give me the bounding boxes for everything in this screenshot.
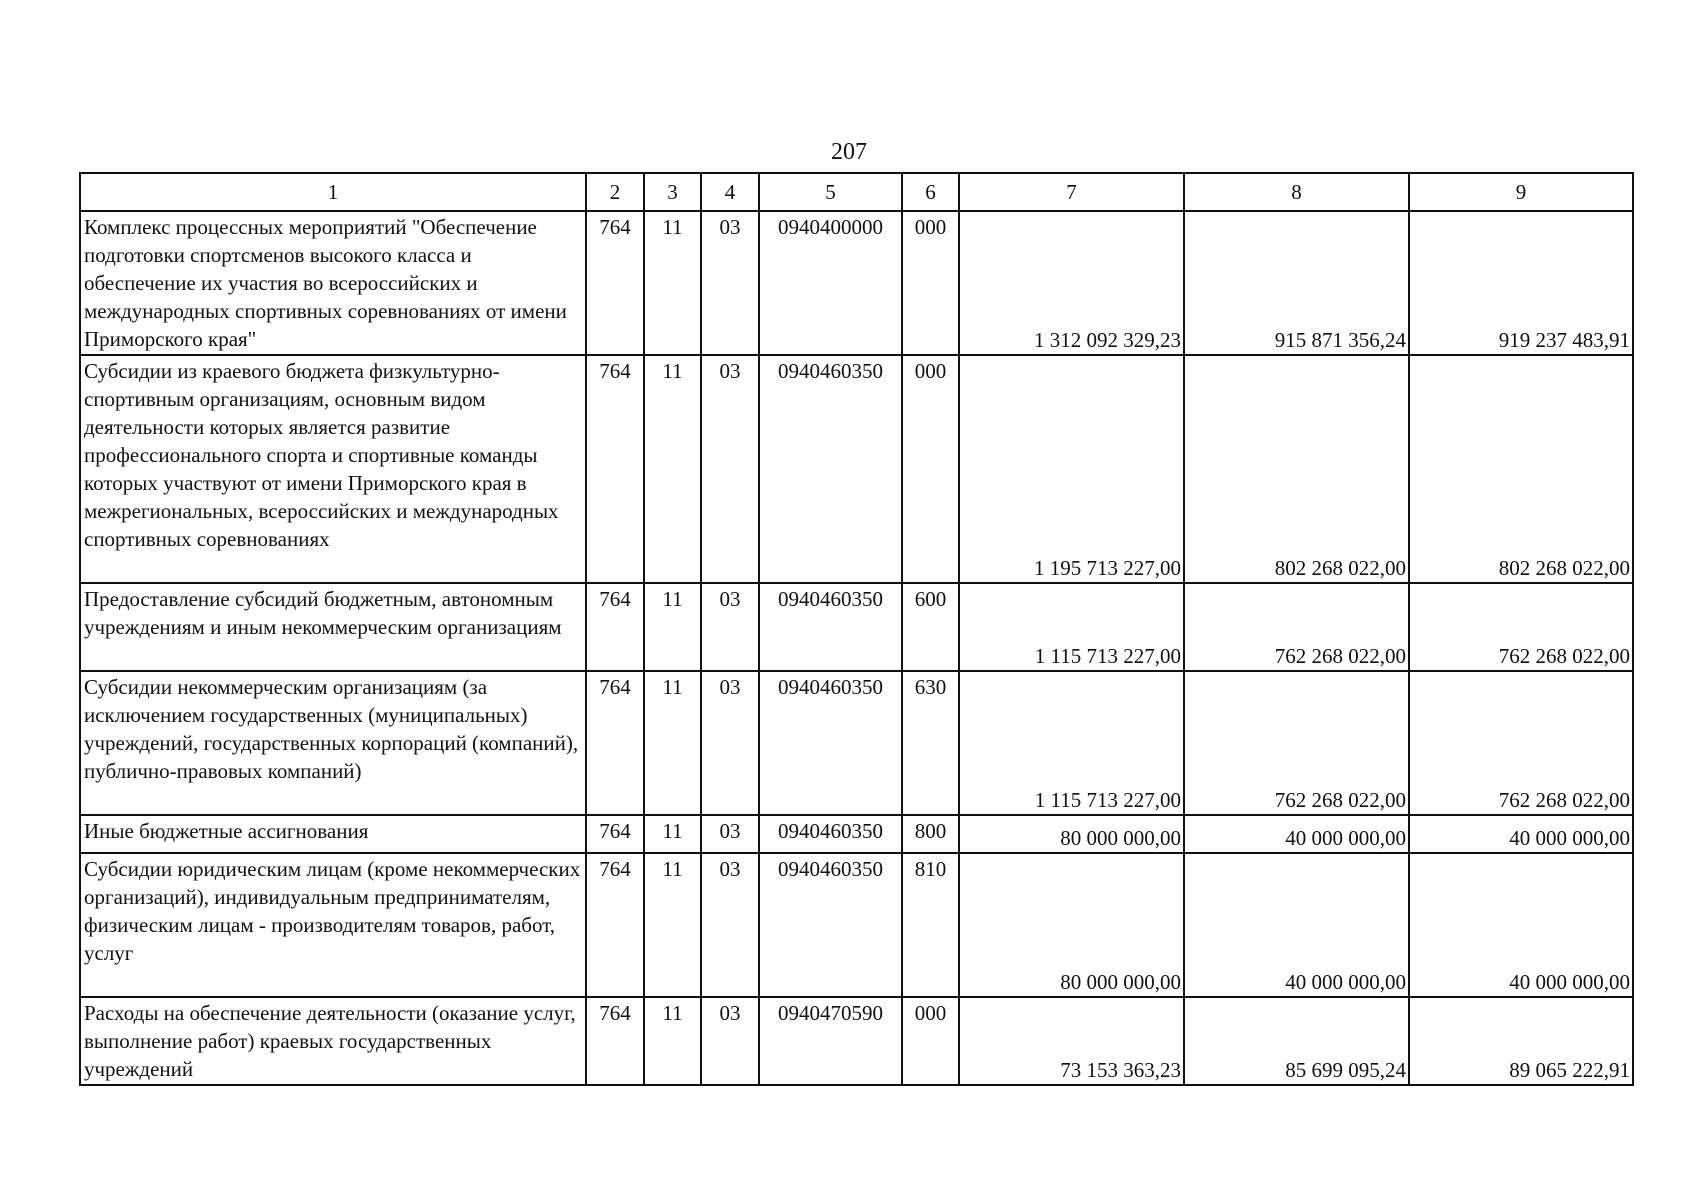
target-article-code: 0940460350 xyxy=(759,815,902,853)
item-name: Предоставление субсидий бюджетным, автономным учреждениям и иным некоммерческим организациям xyxy=(80,583,586,671)
ministry-code: 764 xyxy=(586,853,644,997)
section-code: 11 xyxy=(644,211,701,355)
ministry-code: 764 xyxy=(586,671,644,815)
amount-col-9: 762 268 022,00 xyxy=(1409,583,1633,671)
target-article-code: 0940400000 xyxy=(759,211,902,355)
amount-col-7: 1 115 713 227,00 xyxy=(959,583,1184,671)
amount-col-9: 89 065 222,91 xyxy=(1409,997,1633,1085)
column-header: 3 xyxy=(644,173,701,211)
target-article-code: 0940460350 xyxy=(759,853,902,997)
subsection-code: 03 xyxy=(701,997,759,1085)
item-name: Субсидии юридическим лицам (кроме некоммерческих организаций), индивидуальным предпринимателям, физическим лицам - производителям товаров, работ, услуг xyxy=(80,853,586,997)
section-code: 11 xyxy=(644,671,701,815)
amount-col-8: 762 268 022,00 xyxy=(1184,583,1409,671)
ministry-code: 764 xyxy=(586,815,644,853)
column-header: 5 xyxy=(759,173,902,211)
amount-col-7: 80 000 000,00 xyxy=(959,815,1184,853)
amount-col-9: 40 000 000,00 xyxy=(1409,815,1633,853)
table-row xyxy=(80,815,1633,853)
subsection-code: 03 xyxy=(701,815,759,853)
amount-col-8: 762 268 022,00 xyxy=(1184,671,1409,815)
table-row xyxy=(80,853,1633,997)
target-article-code: 0940460350 xyxy=(759,355,902,583)
section-code: 11 xyxy=(644,815,701,853)
amount-col-9: 762 268 022,00 xyxy=(1409,671,1633,815)
target-article-code: 0940470590 xyxy=(759,997,902,1085)
amount-col-8: 915 871 356,24 xyxy=(1184,211,1409,355)
column-header: 7 xyxy=(959,173,1184,211)
section-code: 11 xyxy=(644,355,701,583)
subsection-code: 03 xyxy=(701,211,759,355)
expense-type-code: 000 xyxy=(902,211,959,355)
item-name: Расходы на обеспечение деятельности (оказание услуг, выполнение работ) краевых государственных учреждений xyxy=(80,997,586,1085)
column-header: 2 xyxy=(586,173,644,211)
expense-type-code: 600 xyxy=(902,583,959,671)
table-row xyxy=(80,583,1633,671)
item-name: Комплекс процессных мероприятий "Обеспечение подготовки спортсменов высокого класса и обеспечение их участия во всероссийских и международных спортивных соревнованиях от имени Приморского края" xyxy=(80,211,586,355)
table-row xyxy=(80,355,1633,583)
item-name: Иные бюджетные ассигнования xyxy=(80,815,586,853)
item-name: Субсидии из краевого бюджета физкультурно-спортивным организациям, основным видом деятельности которых является развитие профессионального спорта и спортивные команды которых участвуют от имени Приморского края в межрегиональных, всероссийских и международных спортивных соревнованиях xyxy=(80,355,586,583)
amount-col-9: 40 000 000,00 xyxy=(1409,853,1633,997)
subsection-code: 03 xyxy=(701,671,759,815)
amount-col-8: 40 000 000,00 xyxy=(1184,815,1409,853)
expense-type-code: 630 xyxy=(902,671,959,815)
section-code: 11 xyxy=(644,583,701,671)
subsection-code: 03 xyxy=(701,853,759,997)
amount-col-8: 85 699 095,24 xyxy=(1184,997,1409,1085)
amount-col-8: 40 000 000,00 xyxy=(1184,853,1409,997)
column-header: 9 xyxy=(1409,173,1633,211)
table-row xyxy=(80,997,1633,1085)
amount-col-7: 80 000 000,00 xyxy=(959,853,1184,997)
section-code: 11 xyxy=(644,853,701,997)
expense-type-code: 810 xyxy=(902,853,959,997)
table-row xyxy=(80,671,1633,815)
column-header: 4 xyxy=(701,173,759,211)
column-header: 6 xyxy=(902,173,959,211)
target-article-code: 0940460350 xyxy=(759,671,902,815)
page-number: 207 xyxy=(831,139,867,165)
table-row xyxy=(80,211,1633,355)
amount-col-8: 802 268 022,00 xyxy=(1184,355,1409,583)
ministry-code: 764 xyxy=(586,211,644,355)
ministry-code: 764 xyxy=(586,355,644,583)
section-code: 11 xyxy=(644,997,701,1085)
ministry-code: 764 xyxy=(586,583,644,671)
amount-col-7: 1 115 713 227,00 xyxy=(959,671,1184,815)
amount-col-7: 1 195 713 227,00 xyxy=(959,355,1184,583)
expense-type-code: 000 xyxy=(902,355,959,583)
expense-type-code: 000 xyxy=(902,997,959,1085)
subsection-code: 03 xyxy=(701,583,759,671)
ministry-code: 764 xyxy=(586,997,644,1085)
amount-col-7: 1 312 092 329,23 xyxy=(959,211,1184,355)
item-name: Субсидии некоммерческим организациям (за исключением государственных (муниципальных) учреждений, государственных корпораций (компаний), публично-правовых компаний) xyxy=(80,671,586,815)
column-header: 1 xyxy=(80,173,586,211)
amount-col-9: 802 268 022,00 xyxy=(1409,355,1633,583)
subsection-code: 03 xyxy=(701,355,759,583)
amount-col-7: 73 153 363,23 xyxy=(959,997,1184,1085)
budget-table xyxy=(79,172,1634,1086)
target-article-code: 0940460350 xyxy=(759,583,902,671)
column-number-row xyxy=(80,173,1633,211)
expense-type-code: 800 xyxy=(902,815,959,853)
column-header: 8 xyxy=(1184,173,1409,211)
amount-col-9: 919 237 483,91 xyxy=(1409,211,1633,355)
